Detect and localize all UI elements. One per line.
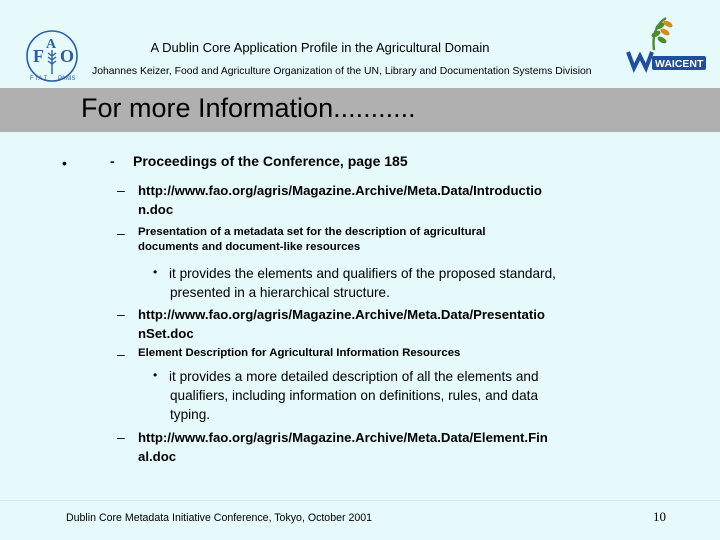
dash-marker: -	[110, 153, 115, 169]
url-line: al.doc	[138, 449, 177, 464]
text-line: typing.	[170, 407, 211, 422]
dash-marker: –	[117, 225, 125, 241]
text-line: Presentation of a metadata set for the description of agricultural	[138, 226, 486, 238]
presentation-description	[138, 225, 485, 255]
element-description-title	[138, 346, 460, 361]
footer-text: Dublin Core Metadata Initiative Conference, Tokyo, October 2001	[66, 512, 373, 524]
dash-marker: –	[117, 429, 125, 445]
element-description-note	[169, 367, 539, 424]
bullet-icon: •	[62, 155, 67, 171]
url-line: http://www.fao.org/agris/Magazine.Archive/Meta.Data/Introductio	[138, 183, 542, 198]
svg-text:A: A	[46, 37, 57, 52]
svg-text:F: F	[33, 46, 44, 66]
url-introduction[interactable]	[138, 181, 542, 219]
page-number: 10	[653, 509, 666, 524]
sub-bullet-icon: •	[153, 368, 158, 382]
presentation-note	[169, 264, 556, 302]
footer-divider	[0, 500, 720, 501]
dash-marker: –	[117, 346, 125, 362]
slide-title: For more Information...........	[81, 93, 416, 123]
waicent-logo	[622, 14, 708, 82]
url-element-final[interactable]	[138, 428, 548, 466]
url-line: n.doc	[138, 202, 174, 217]
svg-text:O: O	[60, 46, 75, 66]
url-presentation-set[interactable]	[138, 305, 545, 343]
url-line: nSet.doc	[138, 326, 194, 341]
svg-text:PANIS: PANIS	[58, 76, 76, 82]
text-line: it provides the elements and qualifiers of the proposed standard,	[169, 266, 556, 281]
url-line: http://www.fao.org/agris/Magazine.Archive/Meta.Data/Presentatio	[138, 307, 545, 322]
dash-marker: –	[117, 182, 125, 198]
svg-text:F I A T: F I A T	[30, 76, 48, 82]
dash-marker: –	[117, 306, 125, 322]
proceedings-heading: Proceedings of the Conference, page 185	[133, 153, 408, 169]
header-subtitle: Johannes Keizer, Food and Agriculture Organization of the UN, Library and Documentation Systems Division	[92, 66, 592, 77]
text-line: Element Description for Agricultural Information Resources	[138, 347, 461, 359]
url-line: http://www.fao.org/agris/Magazine.Archive/Meta.Data/Element.Fin	[138, 430, 548, 445]
text-line: documents and document-like resources	[138, 241, 361, 253]
text-line: qualifiers, including information on definitions, rules, and data	[170, 388, 539, 403]
text-line: presented in a hierarchical structure.	[170, 285, 390, 300]
svg-text:WAICENT: WAICENT	[655, 58, 704, 70]
fao-logo	[16, 28, 88, 84]
sub-bullet-icon: •	[153, 265, 158, 279]
header-title: A Dublin Core Application Profile in the Agricultural Domain	[150, 40, 490, 55]
text-line: it provides a more detailed description of all the elements and	[169, 369, 539, 384]
